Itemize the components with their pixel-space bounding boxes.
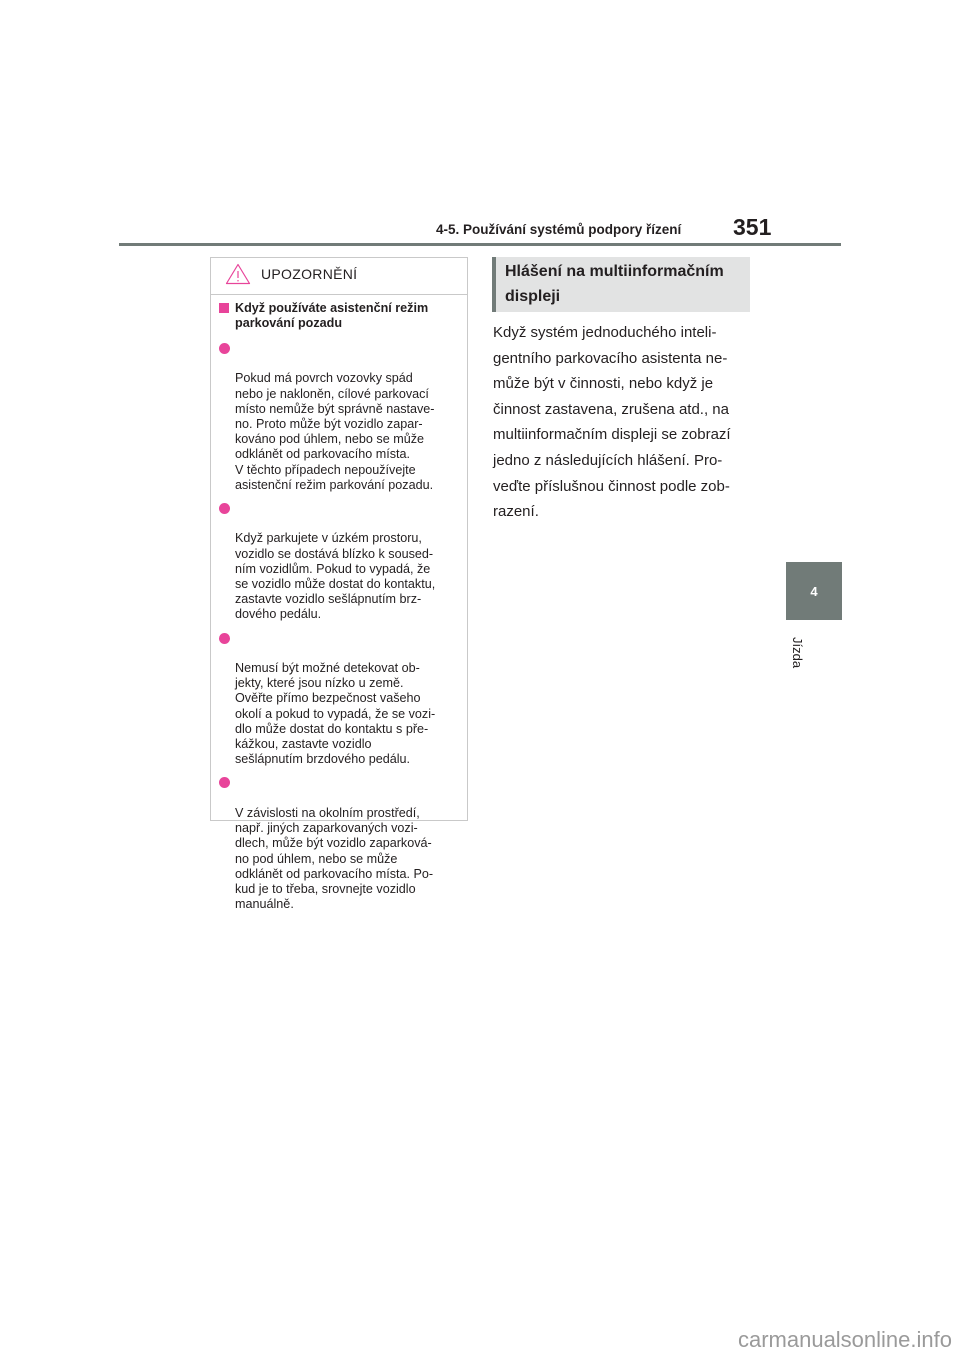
warning-item-text: Když parkujete v úzkém prostoru, vozidlo se dostává blízko k soused- ním vozidlům. Pokud to vypadá, že se vozidlo může dostat do kontaktu, zastavte vozidlo sešlápnutím brz- dového pedálu. — [235, 531, 436, 622]
warning-header — [211, 258, 467, 295]
warning-item-text: Pokud má povrch vozovky spád nebo je nakloněn, cílové parkovací místo nemůže být správně nastave- no. Proto může být vozidlo zapar- kováno pod úhlem, nebo se může odklánět od parkovacího místa. V těchto případech nepoužívejte asistenční režim parkování pozadu. — [235, 371, 435, 492]
warning-title: UPOZORNĚNÍ — [261, 266, 358, 282]
header-divider — [119, 243, 841, 246]
section-title: 4-5. Používání systémů podpory řízení — [436, 222, 682, 237]
bullet-dot-icon — [219, 343, 230, 354]
warning-body — [211, 301, 467, 912]
bullet-dot-icon — [219, 777, 230, 788]
section-heading: Hlášení na multiinformačním displeji — [492, 257, 750, 312]
square-bullet-icon — [219, 303, 229, 313]
chapter-number: 4 — [810, 583, 818, 599]
warning-item — [219, 501, 458, 623]
bullet-dot-icon — [219, 633, 230, 644]
footer-watermark: carmanualsonline.info — [737, 1327, 952, 1352]
warning-item — [219, 631, 458, 768]
warning-item — [219, 341, 458, 493]
warning-triangle-icon — [225, 263, 251, 285]
chapter-label: Jízda — [790, 637, 805, 669]
warning-heading — [219, 301, 458, 331]
warning-heading-text: Když používáte asistenční režim parkování pozadu — [235, 301, 429, 330]
warning-item-text: V závislosti na okolním prostředí, např. jiných zaparkovaných vozi- dlech, může být vozidlo zaparková- no pod úhlem, nebo se může odklánět od parkovacího místa. Po- kud je to třeba, srovnejte vozidlo manuálně. — [235, 805, 434, 912]
page-number: 351 — [733, 214, 772, 240]
bullet-dot-icon — [219, 503, 230, 514]
chapter-tab[interactable] — [786, 562, 842, 620]
warning-item-text: Nemusí být možné detekovat ob- jekty, které jsou nízko u země. Ověřte přímo bezpečnost vašeho okolí a pokud to vypadá, že se vozi- dlo může dostat do kontaktu s pře- kážkou, zastavte vozidlo sešlápnutím brzdového pedálu. — [235, 661, 436, 767]
warning-box — [210, 257, 468, 912]
warning-item — [219, 775, 458, 912]
section-body: Když systém jednoduchého inteli- gentního parkovacího asistenta ne- může být v činnosti, nebo když je činnost zastavena, zrušena atd., na multiinformačním displeji se zobrazí jedno z následujících hlášení. Pro- veďte příslušnou činnost podle zob- razení. — [493, 324, 731, 521]
